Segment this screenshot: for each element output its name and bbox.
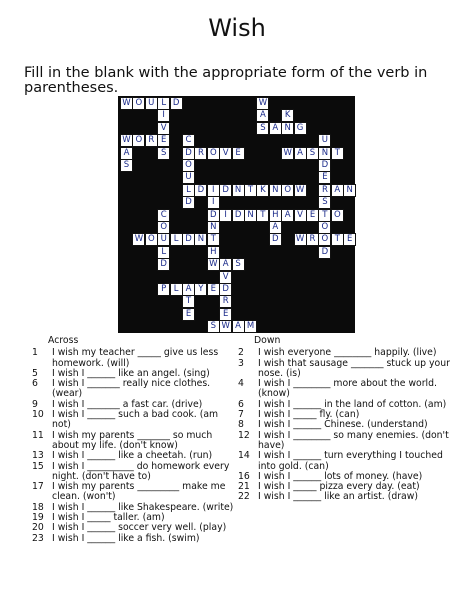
crossword-cell: U — [157, 233, 170, 246]
crossword-cell: G — [294, 122, 307, 135]
crossword-cell: E — [343, 233, 356, 246]
crossword-cell: H — [207, 246, 220, 259]
crossword-cell: N — [207, 221, 220, 234]
crossword-cell: A — [219, 258, 232, 271]
crossword-cell: W — [294, 184, 307, 197]
across-heading: Across — [48, 335, 79, 346]
crossword-cell: W — [294, 233, 307, 246]
crossword-cell: O — [132, 97, 145, 110]
crossword-cell: W — [219, 320, 232, 333]
across-clues — [30, 336, 235, 544]
clue-text: I wish I _____ pizza every day. (eat) — [258, 481, 420, 493]
clue-text: I wish I _______ a fast car. (drive) — [52, 398, 203, 410]
crossword-cell: C — [157, 209, 170, 222]
crossword-cell: A — [294, 147, 307, 160]
crossword-cell: T — [182, 295, 195, 308]
clue-number: 2 — [238, 347, 244, 359]
crossword-cell: W — [120, 97, 133, 110]
crossword-cell: L — [170, 283, 183, 296]
crossword-cell: D — [170, 97, 183, 110]
crossword-cell: N — [281, 122, 294, 135]
clue-text: I wish I ________ so many enemies. (don't have) — [258, 429, 449, 451]
crossword-cell: S — [207, 320, 220, 333]
clue-text: I wish I __________ do homework every night. (don't have to) — [52, 460, 230, 482]
clue-text: I wish I ______ Chinese. (understand) — [258, 419, 428, 431]
crossword-cell: D — [219, 184, 232, 197]
crossword-cell: A — [269, 221, 282, 234]
clue-number: 12 — [238, 429, 250, 441]
clue-number: 6 — [238, 398, 244, 410]
crossword-cell: T — [318, 209, 331, 222]
clue-text: I wish I ______ like an angel. (sing) — [52, 367, 210, 379]
clue-number: 16 — [238, 470, 250, 482]
clue-item — [30, 410, 235, 431]
crossword-cell: V — [219, 147, 232, 160]
crossword-cell: K — [256, 184, 269, 197]
crossword-cell: R — [219, 295, 232, 308]
crossword-cell: K — [281, 109, 294, 122]
crossword-cell: D — [232, 209, 245, 222]
crossword-cell: N — [194, 233, 207, 246]
clue-number: 14 — [238, 450, 250, 462]
crossword-cell: V — [219, 271, 232, 284]
clue-number: 3 — [238, 357, 244, 369]
crossword-cell: M — [244, 320, 257, 333]
crossword-cell: S — [120, 159, 133, 172]
crossword-cell: W — [207, 258, 220, 271]
clue-text: I wish I ________ more about the world. (know) — [258, 378, 437, 400]
crossword-cell: P — [157, 283, 170, 296]
clue-text: I wish that sausage _______ stuck up your nose. (is) — [258, 357, 450, 379]
crossword-cell: T — [256, 209, 269, 222]
crossword-cell: D — [157, 258, 170, 271]
clue-item — [236, 451, 451, 472]
instructions: Fill in the blank with the appropriate form of the verb in parentheses. — [24, 65, 428, 96]
clue-number: 21 — [238, 481, 250, 493]
clue-text: I wish my parents _________ make me clean. (won't) — [52, 481, 226, 503]
crossword-cell: N — [244, 209, 257, 222]
crossword-cell: D — [182, 196, 195, 209]
clue-number: 6 — [32, 378, 38, 390]
crossword-cell: E — [232, 147, 245, 160]
crossword-cell: I — [207, 184, 220, 197]
crossword-cell: E — [157, 134, 170, 147]
clue-number: 8 — [238, 419, 244, 431]
crossword-cell: U — [318, 134, 331, 147]
crossword-cell: T — [207, 233, 220, 246]
clue-number: 15 — [32, 460, 44, 472]
clue-number: 9 — [32, 398, 38, 410]
crossword-cell: O — [145, 233, 158, 246]
crossword-cell: S — [256, 122, 269, 135]
crossword-cell: O — [318, 233, 331, 246]
clue-number: 18 — [32, 501, 44, 513]
crossword-cell: E — [306, 209, 319, 222]
clue-text: I wish I ______ in the land of cotton. (am) — [258, 398, 447, 410]
clue-text: I wish I _____ taller. (am) — [52, 512, 165, 524]
crossword-cell: W — [281, 147, 294, 160]
clue-text: I wish I ______ like an artist. (draw) — [258, 491, 418, 503]
crossword-cell: O — [207, 147, 220, 160]
crossword-cell: O — [157, 221, 170, 234]
clue-text: I wish I ______ such a bad cook. (am not) — [52, 409, 219, 431]
clue-text: I wish I ______ like Shakespeare. (write) — [52, 501, 234, 513]
crossword-cell: O — [182, 159, 195, 172]
crossword-cell: Y — [194, 283, 207, 296]
crossword-cell: A — [232, 320, 245, 333]
clue-number: 13 — [32, 450, 44, 462]
crossword-cell: O — [281, 184, 294, 197]
clue-text: I wish I ______ like a cheetah. (run) — [52, 450, 213, 462]
crossword-cell: N — [232, 184, 245, 197]
crossword-cell: E — [318, 171, 331, 184]
crossword-cell: S — [318, 196, 331, 209]
crossword-cell: U — [145, 97, 158, 110]
crossword-cell: V — [157, 122, 170, 135]
clue-item — [30, 534, 235, 544]
clue-text: I wish I _______ really nice clothes. (wear) — [52, 378, 211, 400]
crossword-cell: A — [281, 209, 294, 222]
clue-number: 7 — [238, 409, 244, 421]
crossword-cell: H — [269, 209, 282, 222]
crossword-cell: D — [182, 233, 195, 246]
clue-item — [30, 379, 235, 400]
clue-item — [236, 492, 451, 502]
page-title: Wish — [208, 14, 266, 42]
crossword-cell: S — [232, 258, 245, 271]
clue-item — [30, 462, 235, 483]
clue-text: I wish my parents _______ so much about my life. (don't know) — [52, 429, 213, 451]
crossword-cell: E — [219, 308, 232, 321]
clue-number: 17 — [32, 481, 44, 493]
clue-item — [236, 359, 451, 380]
crossword-cell: L — [182, 184, 195, 197]
crossword-cell: A — [331, 184, 344, 197]
crossword-cell: T — [331, 233, 344, 246]
clue-text: I wish I ______ lots of money. (have) — [258, 470, 423, 482]
crossword-cell: T — [244, 184, 257, 197]
clue-number: 20 — [32, 522, 44, 534]
crossword-cell: A — [256, 109, 269, 122]
clue-number: 4 — [238, 378, 244, 390]
crossword-cell: I — [219, 209, 232, 222]
crossword-cell: S — [306, 147, 319, 160]
crossword-cell: E — [207, 283, 220, 296]
clue-text: I wish I ______ turn everything I touched into gold. (can) — [258, 450, 443, 472]
crossword-cell: I — [157, 109, 170, 122]
crossword-cell: A — [120, 147, 133, 160]
crossword-cell: D — [194, 184, 207, 197]
clue-number: 5 — [32, 367, 38, 379]
clue-text: I wish I ______ soccer very well. (play) — [52, 522, 227, 534]
crossword-cell: N — [318, 147, 331, 160]
crossword-cell: R — [145, 134, 158, 147]
crossword-cell: N — [343, 184, 356, 197]
crossword-cell: S — [157, 147, 170, 160]
clue-number: 22 — [238, 491, 250, 503]
crossword-cell: R — [318, 184, 331, 197]
crossword-cell: O — [318, 221, 331, 234]
crossword-cell: L — [157, 97, 170, 110]
clue-text: I wish everyone ________ happily. (live) — [258, 347, 437, 359]
crossword-cell: L — [170, 233, 183, 246]
clue-item — [30, 482, 235, 503]
crossword-cell: D — [318, 159, 331, 172]
crossword-grid — [118, 96, 355, 333]
clue-item — [236, 379, 451, 400]
crossword-cell: O — [331, 209, 344, 222]
crossword-cell: I — [207, 196, 220, 209]
crossword-cell: R — [194, 147, 207, 160]
crossword-cell: T — [331, 147, 344, 160]
clue-number: 19 — [32, 512, 44, 524]
clue-text: I wish I ______ like a fish. (swim) — [52, 532, 200, 544]
crossword-cell: D — [269, 233, 282, 246]
crossword-cell: W — [256, 97, 269, 110]
crossword-cell: V — [294, 209, 307, 222]
crossword-cell: D — [182, 147, 195, 160]
crossword-cell: O — [132, 134, 145, 147]
crossword-cell: L — [157, 246, 170, 259]
crossword-cell: R — [306, 233, 319, 246]
crossword-cell: U — [182, 171, 195, 184]
clue-number: 10 — [32, 409, 44, 421]
clue-item — [236, 431, 451, 452]
down-heading: Down — [254, 335, 281, 346]
crossword-cell: D — [318, 246, 331, 259]
crossword-cell: N — [269, 184, 282, 197]
clue-item — [30, 348, 235, 369]
down-clues — [236, 336, 451, 503]
crossword-cell: W — [120, 134, 133, 147]
crossword-cell: E — [182, 308, 195, 321]
crossword-cell: D — [219, 283, 232, 296]
clue-text: I wish I _____ fly. (can) — [258, 409, 360, 421]
clue-number: 23 — [32, 532, 44, 544]
clue-item — [30, 431, 235, 452]
crossword-cell: A — [269, 122, 282, 135]
crossword-cell: A — [182, 283, 195, 296]
crossword-cell: D — [207, 209, 220, 222]
crossword-cell: C — [182, 134, 195, 147]
clue-number: 11 — [32, 429, 44, 441]
clue-number: 1 — [32, 347, 38, 359]
clue-text: I wish my teacher _____ give us less homework. (will) — [52, 347, 219, 369]
crossword-cell: W — [132, 233, 145, 246]
